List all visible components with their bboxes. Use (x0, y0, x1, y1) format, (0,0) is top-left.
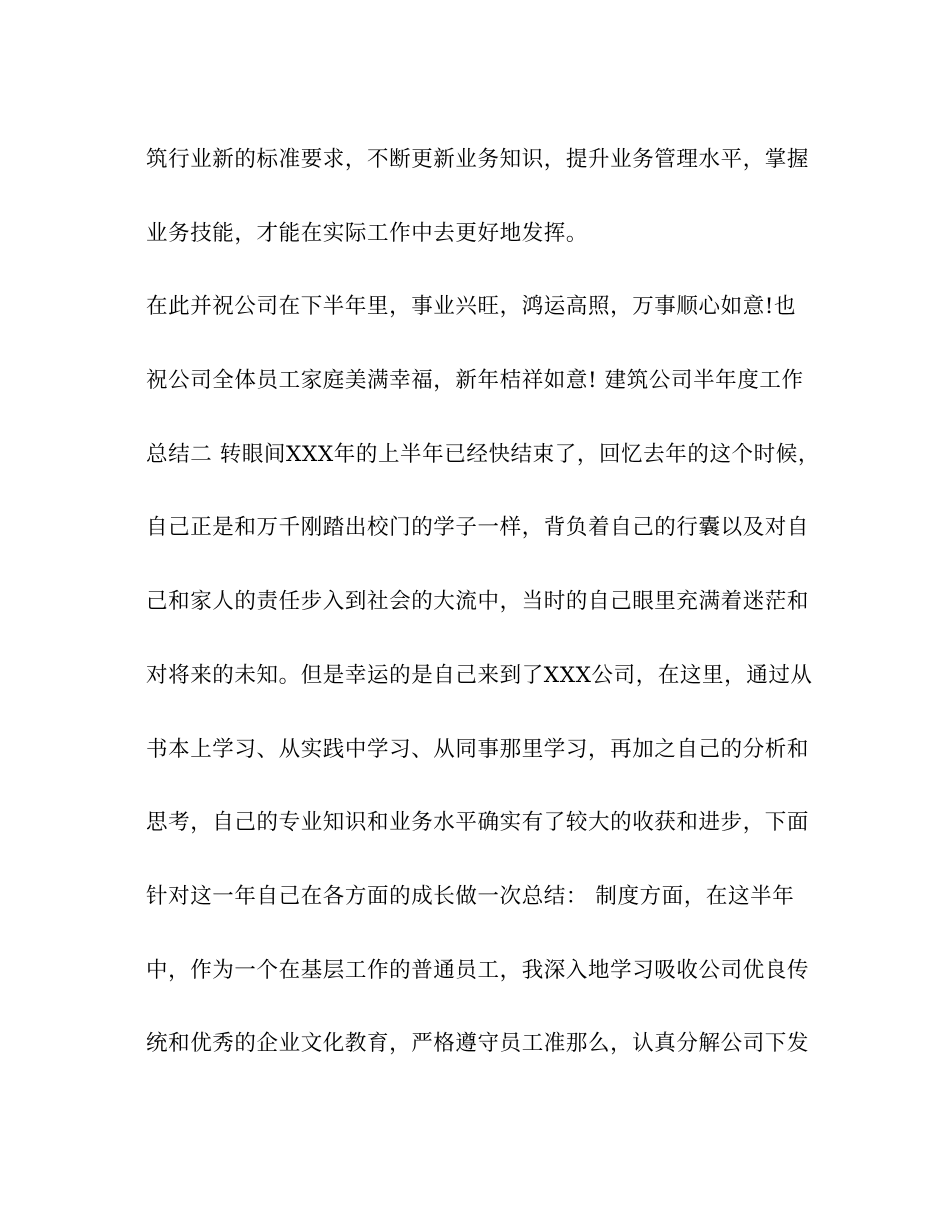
text-line: 业务技能，才能在实际工作中去更好地发挥。 (146, 220, 589, 246)
text-line: 思考，自己的专业知识和业务水平确实有了较大的收获和进步，下面 (146, 810, 810, 836)
text-line: 中，作为一个在基层工作的普通员工，我深入地学习吸收公司优良传 (146, 957, 810, 983)
text-line: 祝公司全体员工家庭美满幸福，新年桔祥如意! 建筑公司半年度工作 (146, 368, 804, 394)
text-line: 在此并祝公司在下半年里，事业兴旺，鸿运高照，万事顺心如意!也 (146, 294, 797, 320)
text-line: 己和家人的责任步入到社会的大流中，当时的自己眼里充满着迷茫和 (146, 589, 810, 615)
text-line: 自己正是和万千刚踏出校门的学子一样，背负着自己的行囊以及对自 (146, 515, 810, 541)
text-line: 总结二 转眼间XXX年的上半年已经快结束了，回忆去年的这个时候， (146, 441, 820, 467)
text-line: 对将来的未知。但是幸运的是自己来到了XXX公司，在这里，通过从 (146, 662, 813, 688)
text-line: 针对这一年自己在各方面的成长做一次总结： 制度方面，在这半年 (146, 883, 795, 909)
body-text (146, 140, 820, 1098)
text-line: 筑行业新的标准要求，不断更新业务知识，提升业务管理水平，掌握 (146, 147, 810, 172)
text-line: 书本上学习、从实践中学习、从同事那里学习，再加之自己的分析和 (146, 736, 810, 762)
text-line: 统和优秀的企业文化教育，严格遵守员工准那么，认真分解公司下发 (146, 1031, 810, 1057)
